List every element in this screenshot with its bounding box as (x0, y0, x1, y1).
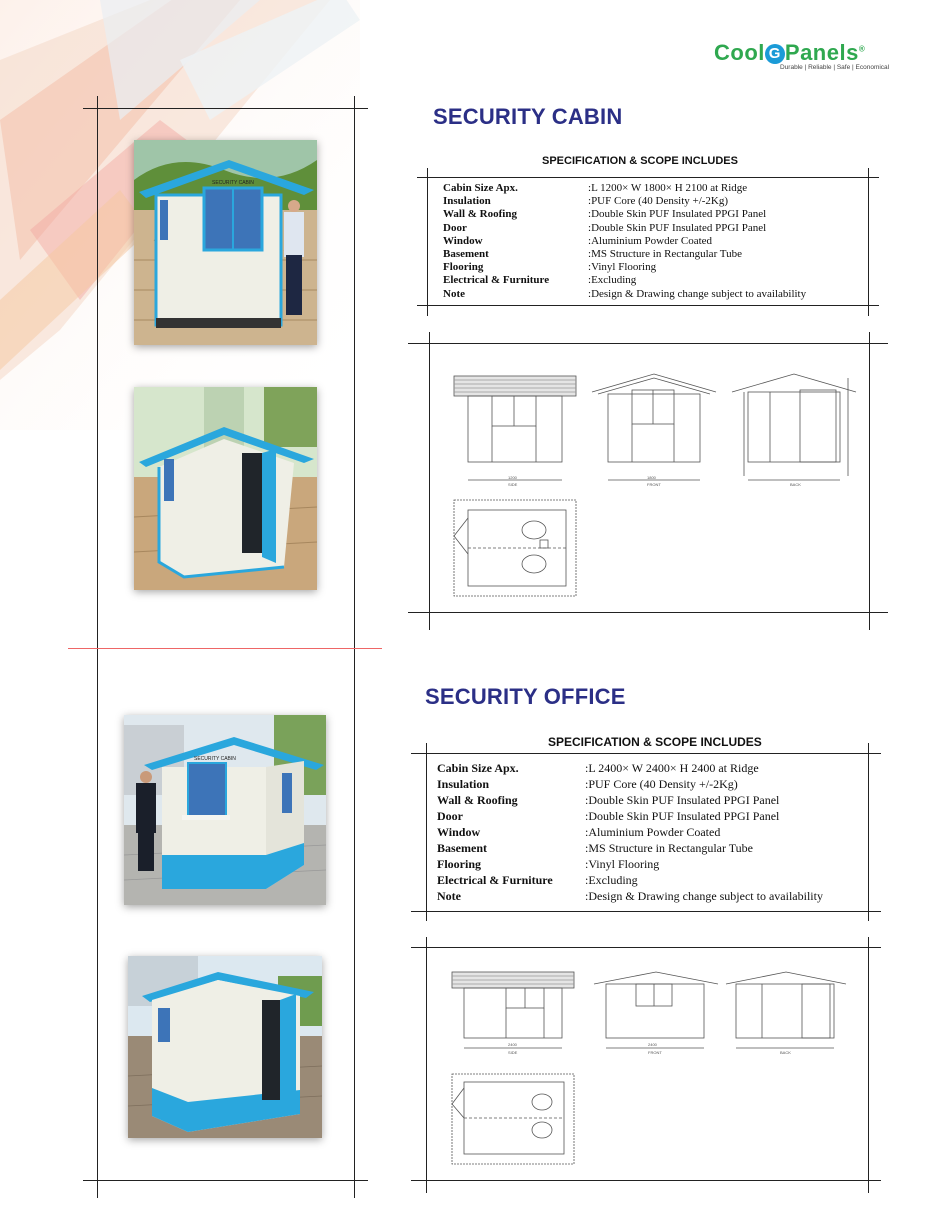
spec-sep: : (588, 195, 592, 208)
spec-label: Basement (443, 248, 489, 261)
office-spec-right-line (868, 743, 869, 921)
frame-line-bottom (83, 1180, 368, 1181)
logo-text-b: ol (744, 40, 765, 65)
spec-label: Note (443, 287, 465, 300)
spec-label: Wall & Roofing (443, 208, 517, 221)
spec-label: Flooring (437, 857, 481, 871)
spec-row (437, 824, 823, 840)
spec-sep: : (585, 857, 589, 871)
logo-registered: ® (858, 44, 866, 54)
spec-row (437, 840, 823, 856)
spec-label: Insulation (443, 195, 491, 208)
cabin-drawing-label-front: FRONT (647, 482, 661, 487)
cabin-photo-front (134, 140, 317, 345)
brand-tagline: Durable | Reliable | Safe | Economical (780, 64, 890, 71)
spec-sep: : (585, 889, 589, 903)
spec-value: Double Skin PUF Insulated PPGI Panel (588, 793, 780, 807)
spec-sep: : (585, 809, 589, 823)
spec-sep: : (588, 274, 592, 287)
spec-label: Basement (437, 841, 487, 855)
office-drawing-top-line (411, 947, 881, 948)
spec-sep: : (585, 825, 589, 839)
spec-row (443, 222, 806, 235)
spec-value: Design & Drawing change subject to availability (591, 287, 807, 300)
spec-sep: : (588, 261, 592, 274)
cabin-drawings (448, 368, 863, 600)
cabin-photo-open-door (134, 387, 317, 590)
office-drawing-label-front: FRONT (648, 1050, 662, 1055)
office-drawing-right-line (868, 937, 869, 1193)
spec-row (443, 248, 806, 261)
spec-value: Double Skin PUF Insulated PPGI Panel (591, 221, 767, 234)
spec-sep: : (588, 221, 592, 234)
spec-row (443, 261, 806, 274)
logo-text-a: Co (714, 40, 745, 65)
office-spec-left-line (426, 743, 427, 921)
spec-label: Insulation (437, 777, 490, 791)
office-spec-bottom-line (411, 911, 881, 912)
spec-label: Door (443, 221, 467, 234)
office-drawing-left-line (426, 937, 427, 1193)
logo-text-c: Panels (784, 40, 859, 65)
spec-label: Electrical & Furniture (437, 873, 553, 887)
spec-sep: : (588, 182, 592, 194)
spec-row (437, 776, 823, 792)
spec-row (443, 195, 806, 208)
cabin-drawing-dim-side: 1200 (508, 475, 517, 480)
spec-value: Vinyl Flooring (591, 261, 657, 274)
spec-value: Design & Drawing change subject to availability (588, 889, 823, 903)
cabin-drawing-label-back: BACK (790, 482, 801, 487)
cabin-drawing-top-line (408, 343, 888, 344)
office-title: SECURITY OFFICE (425, 684, 626, 709)
office-drawing-label-side: SIDE (508, 1050, 518, 1055)
office-drawing-label-back: BACK (780, 1050, 791, 1055)
office-photo-sign: SECURITY CABIN (194, 756, 236, 762)
spec-sep: : (588, 208, 592, 221)
spec-row (443, 288, 806, 301)
office-drawing-dim-front: 2400 (648, 1042, 657, 1047)
spec-row (437, 856, 823, 872)
cabin-photo-sign: SECURITY CABIN (212, 180, 254, 186)
spec-row (437, 792, 823, 808)
cabin-drawing-right-line (869, 332, 870, 630)
spec-value: L 1200× W 1800× H 2100 at Ridge (591, 182, 748, 194)
spec-value: Excluding (591, 274, 637, 287)
spec-label: Window (443, 234, 483, 247)
spec-value: PUF Core (40 Density +/-2Kg) (591, 195, 729, 208)
spec-sep: : (585, 841, 589, 855)
spec-value: Aluminium Powder Coated (588, 825, 721, 839)
spec-row (443, 208, 806, 221)
spec-value: PUF Core (40 Density +/-2Kg) (588, 777, 738, 791)
spec-value: MS Structure in Rectangular Tube (588, 841, 753, 855)
spec-sep: : (585, 793, 589, 807)
spec-label: Door (437, 809, 463, 823)
spec-row (437, 760, 823, 776)
cabin-drawing-label-side: SIDE (508, 482, 518, 487)
office-photo-open-door (128, 956, 322, 1138)
spec-sep: : (585, 761, 589, 775)
office-spec-top-line (411, 753, 881, 754)
spec-value: L 2400× W 2400× H 2400 at Ridge (588, 761, 759, 775)
spec-value: Vinyl Flooring (588, 857, 660, 871)
cabin-spec-table (443, 182, 806, 301)
spec-row (437, 872, 823, 888)
cabin-drawing-left-line (429, 332, 430, 630)
spec-row (437, 808, 823, 824)
cabin-spec-left-line (427, 168, 428, 316)
spec-row (437, 888, 823, 904)
spec-sep: : (588, 234, 592, 247)
cabin-spec-bottom-line (417, 305, 879, 306)
spec-value: MS Structure in Rectangular Tube (591, 248, 742, 261)
office-photo-front (124, 715, 326, 905)
cabin-title: SECURITY CABIN (433, 104, 623, 129)
spec-label: Cabin Size Apx. (443, 182, 518, 194)
spec-sep: : (585, 777, 589, 791)
spec-sep: : (588, 248, 592, 261)
spec-label: Wall & Roofing (437, 793, 518, 807)
office-spec-table (437, 760, 823, 904)
spec-value: Aluminium Powder Coated (591, 234, 713, 247)
frame-line-left (97, 96, 98, 1198)
spec-value: Excluding (588, 873, 638, 887)
spec-label: Window (437, 825, 481, 839)
spec-label: Flooring (443, 261, 484, 274)
logo-g-icon: G (765, 44, 785, 64)
spec-label: Electrical & Furniture (443, 274, 550, 287)
spec-row (443, 182, 806, 195)
spec-value: Double Skin PUF Insulated PPGI Panel (591, 208, 767, 221)
office-spec-heading: SPECIFICATION & SCOPE INCLUDES (548, 735, 762, 749)
office-drawing-bottom-line (411, 1180, 881, 1181)
section-divider (68, 648, 382, 649)
office-drawing-dim-side: 2400 (508, 1042, 517, 1047)
cabin-drawing-dim-front: 1800 (647, 475, 656, 480)
spec-row (443, 235, 806, 248)
spec-sep: : (585, 873, 589, 887)
spec-value: Double Skin PUF Insulated PPGI Panel (588, 809, 780, 823)
cabin-spec-heading: SPECIFICATION & SCOPE INCLUDES (542, 155, 738, 167)
cabin-spec-right-line (868, 168, 869, 316)
cabin-spec-top-line (417, 177, 879, 178)
cabin-drawing-bottom-line (408, 612, 888, 613)
frame-line-top (83, 108, 368, 109)
office-drawings (450, 968, 855, 1168)
spec-label: Note (437, 889, 461, 903)
frame-line-mid (354, 96, 355, 1198)
spec-sep: : (588, 287, 592, 300)
spec-label: Cabin Size Apx. (437, 761, 519, 775)
spec-row (443, 274, 806, 287)
